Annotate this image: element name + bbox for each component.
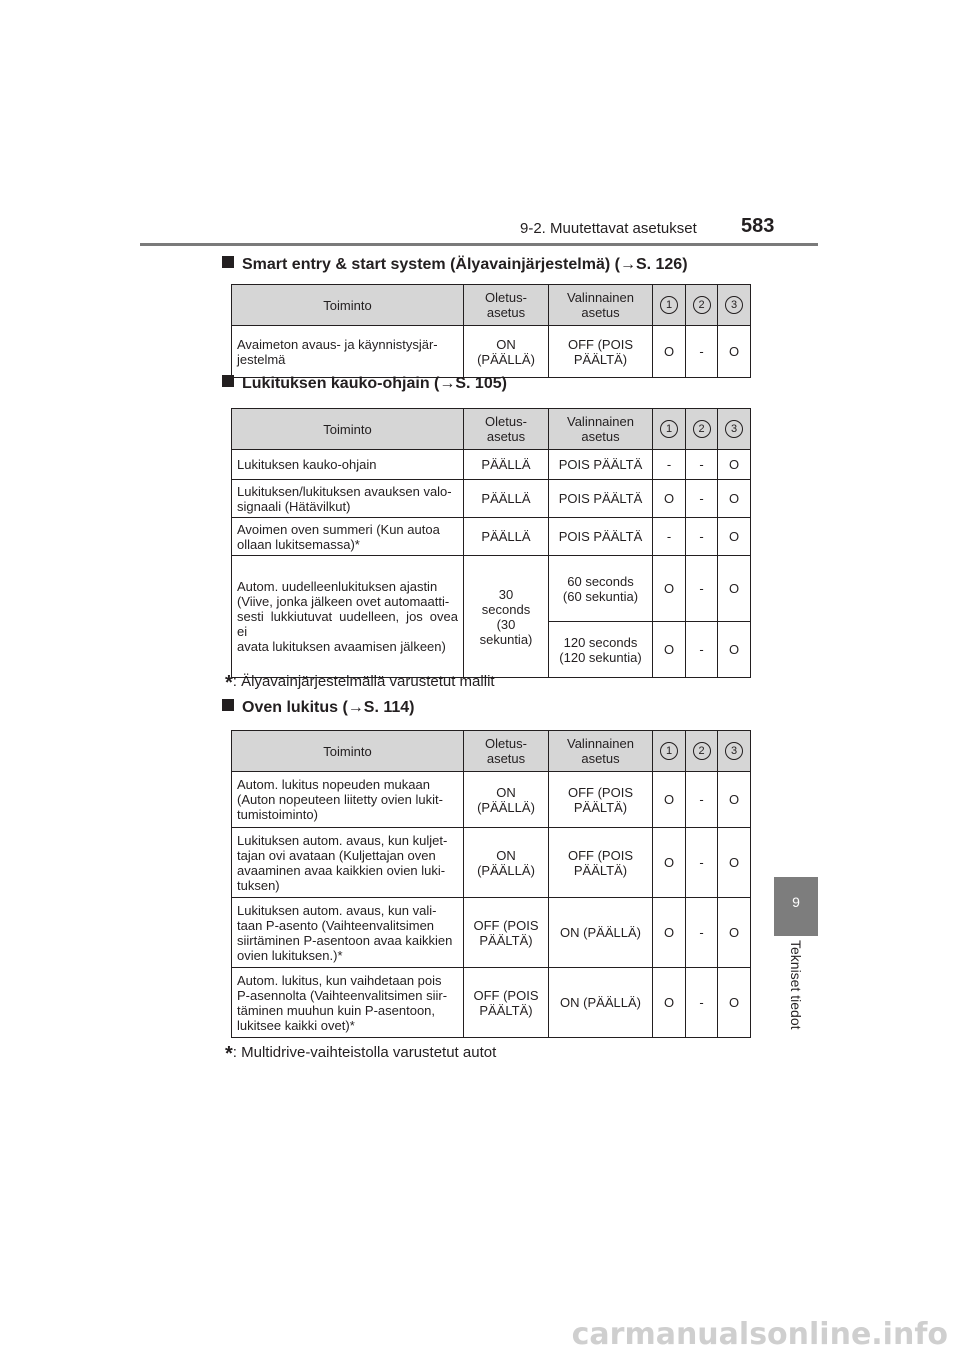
settings-table — [231, 730, 751, 1038]
table-header-row — [232, 285, 751, 326]
method-3-availability: O — [718, 898, 751, 968]
footnote-marker: * — [225, 672, 233, 694]
method-2-availability: - — [686, 518, 718, 556]
default-setting: ON (PÄÄLLÄ) — [464, 772, 549, 828]
column-header-default: Oletus- asetus — [464, 731, 549, 772]
default-setting: OFF (POIS PÄÄLTÄ) — [464, 898, 549, 968]
circled-number-3-icon: 3 — [725, 296, 743, 314]
method-1-availability: - — [653, 450, 686, 480]
method-2-availability: - — [686, 828, 718, 898]
table-header-row — [232, 409, 751, 450]
circled-number-3-icon: 3 — [725, 420, 743, 438]
footnote — [225, 1043, 496, 1066]
column-header-method-3 — [718, 731, 751, 772]
running-header-section: 9-2. Muutettavat asetukset — [520, 220, 697, 237]
table-row — [232, 518, 751, 556]
method-3-availability: O — [718, 450, 751, 480]
column-header-method-3 — [718, 285, 751, 326]
column-header-method-1 — [653, 409, 686, 450]
method-1-availability: O — [653, 828, 686, 898]
method-1-availability: O — [653, 556, 686, 622]
default-setting: ON (PÄÄLLÄ) — [464, 326, 549, 378]
method-2-availability: - — [686, 326, 718, 378]
method-3-availability: O — [718, 326, 751, 378]
function-description: Avoimen oven summeri (Kun autoa ollaan lukitsemassa)* — [232, 518, 464, 556]
method-2-availability: - — [686, 622, 718, 678]
column-header-default: Oletus- asetus — [464, 409, 549, 450]
method-1-availability: O — [653, 480, 686, 518]
column-header-method-2 — [686, 285, 718, 326]
table-row — [232, 898, 751, 968]
method-1-availability: - — [653, 518, 686, 556]
table-row — [232, 450, 751, 480]
footnote-text: : Älyavainjärjestelmällä varustetut mallit — [232, 673, 495, 690]
table-row — [232, 556, 751, 622]
column-header-function: Toiminto — [232, 731, 464, 772]
default-setting: 30 seconds (30 sekuntia) — [464, 556, 549, 678]
method-3-availability: O — [718, 772, 751, 828]
method-2-availability: - — [686, 480, 718, 518]
circled-number-1-icon: 1 — [660, 742, 678, 760]
function-description: Autom. uudelleenlukituksen ajastin (Viive, jonka jälkeen ovet automaatti- sesti lukkiutuvat uudelleen, jos ovea ei avata lukituksen avaamisen jälkeen) — [232, 556, 464, 678]
column-header-optional: Valinnainen asetus — [549, 731, 653, 772]
footnote-text: : Multidrive-vaihteistolla varustetut autot — [232, 1044, 497, 1061]
method-1-availability: O — [653, 622, 686, 678]
table-header-row — [232, 731, 751, 772]
default-setting: OFF (POIS PÄÄLTÄ) — [464, 968, 549, 1038]
column-header-function: Toiminto — [232, 409, 464, 450]
circled-number-1-icon: 1 — [660, 296, 678, 314]
watermark: carmanualsonline.info — [571, 1317, 948, 1352]
method-1-availability: O — [653, 326, 686, 378]
method-3-availability: O — [718, 480, 751, 518]
column-header-method-1 — [653, 731, 686, 772]
method-1-availability: O — [653, 968, 686, 1038]
optional-setting: ON (PÄÄLLÄ) — [549, 968, 653, 1038]
table-row — [232, 480, 751, 518]
header-rule — [140, 243, 818, 246]
method-2-availability: - — [686, 898, 718, 968]
method-3-availability: O — [718, 518, 751, 556]
method-2-availability: - — [686, 450, 718, 480]
square-bullet-icon — [222, 375, 234, 387]
section-heading — [222, 256, 688, 274]
circled-number-2-icon: 2 — [693, 742, 711, 760]
method-1-availability: O — [653, 898, 686, 968]
square-bullet-icon — [222, 699, 234, 711]
settings-table — [231, 408, 751, 678]
optional-setting: POIS PÄÄLTÄ — [549, 518, 653, 556]
section-heading-text: Lukituksen kauko-ohjain (→S. 105) — [242, 375, 507, 392]
function-description: Lukituksen kauko-ohjain — [232, 450, 464, 480]
default-setting: PÄÄLLÄ — [464, 480, 549, 518]
column-header-method-2 — [686, 731, 718, 772]
square-bullet-icon — [222, 256, 234, 268]
section-heading — [222, 699, 415, 717]
page-number: 583 — [741, 215, 775, 237]
function-description: Autom. lukitus nopeuden mukaan (Auton nopeuteen liitetty ovien lukit- tumistoiminto) — [232, 772, 464, 828]
column-header-method-2 — [686, 409, 718, 450]
settings-table — [231, 284, 751, 378]
default-setting: PÄÄLLÄ — [464, 450, 549, 480]
optional-setting: POIS PÄÄLTÄ — [549, 450, 653, 480]
function-description: Avaimeton avaus- ja käynnistysjär- jestelmä — [232, 326, 464, 378]
section-heading — [222, 375, 507, 393]
default-setting: PÄÄLLÄ — [464, 518, 549, 556]
table-row — [232, 326, 751, 378]
function-description: Autom. lukitus, kun vaihdetaan pois P-asennolta (Vaihteenvalitsimen siir- täminen muuhun kuin P-asentoon, lukitsee kaikki ovet)* — [232, 968, 464, 1038]
method-2-availability: - — [686, 556, 718, 622]
circled-number-2-icon: 2 — [693, 296, 711, 314]
column-header-method-3 — [718, 409, 751, 450]
optional-setting: OFF (POIS PÄÄLTÄ) — [549, 772, 653, 828]
optional-setting: OFF (POIS PÄÄLTÄ) — [549, 326, 653, 378]
circled-number-3-icon: 3 — [725, 742, 743, 760]
footnote — [225, 672, 495, 695]
column-header-optional: Valinnainen asetus — [549, 409, 653, 450]
section-heading-text: Smart entry & start system (Älyavainjärjestelmä) (→S. 126) — [242, 256, 688, 273]
column-header-default: Oletus- asetus — [464, 285, 549, 326]
optional-setting: 60 seconds (60 sekuntia) — [549, 556, 653, 622]
method-3-availability: O — [718, 556, 751, 622]
column-header-method-1 — [653, 285, 686, 326]
optional-setting: ON (PÄÄLLÄ) — [549, 898, 653, 968]
optional-setting: 120 seconds (120 sekuntia) — [549, 622, 653, 678]
function-description: Lukituksen autom. avaus, kun kuljet- tajan ovi avataan (Kuljettajan oven avaaminen avaa kaikkien ovien luki- tuksen) — [232, 828, 464, 898]
method-2-availability: - — [686, 772, 718, 828]
optional-setting: POIS PÄÄLTÄ — [549, 480, 653, 518]
chapter-label-text: Tekniset tiedot — [788, 940, 804, 1030]
circled-number-2-icon: 2 — [693, 420, 711, 438]
circled-number-1-icon: 1 — [660, 420, 678, 438]
default-setting: ON (PÄÄLLÄ) — [464, 828, 549, 898]
column-header-optional: Valinnainen asetus — [549, 285, 653, 326]
method-2-availability: - — [686, 968, 718, 1038]
table-row — [232, 828, 751, 898]
table-row — [232, 772, 751, 828]
column-header-function: Toiminto — [232, 285, 464, 326]
chapter-label — [786, 940, 806, 1040]
footnote-marker: * — [225, 1043, 233, 1065]
method-3-availability: O — [718, 968, 751, 1038]
method-3-availability: O — [718, 828, 751, 898]
function-description: Lukituksen/lukituksen avauksen valo- signaali (Hätävilkut) — [232, 480, 464, 518]
chapter-tab: 9 — [774, 877, 818, 936]
method-3-availability: O — [718, 622, 751, 678]
section-heading-text: Oven lukitus (→S. 114) — [242, 699, 415, 716]
method-1-availability: O — [653, 772, 686, 828]
table-row — [232, 968, 751, 1038]
optional-setting: OFF (POIS PÄÄLTÄ) — [549, 828, 653, 898]
function-description: Lukituksen autom. avaus, kun vali- taan P-asento (Vaihteenvalitsimen siirtäminen P-asentoon avaa kaikkien ovien lukituksen.)* — [232, 898, 464, 968]
